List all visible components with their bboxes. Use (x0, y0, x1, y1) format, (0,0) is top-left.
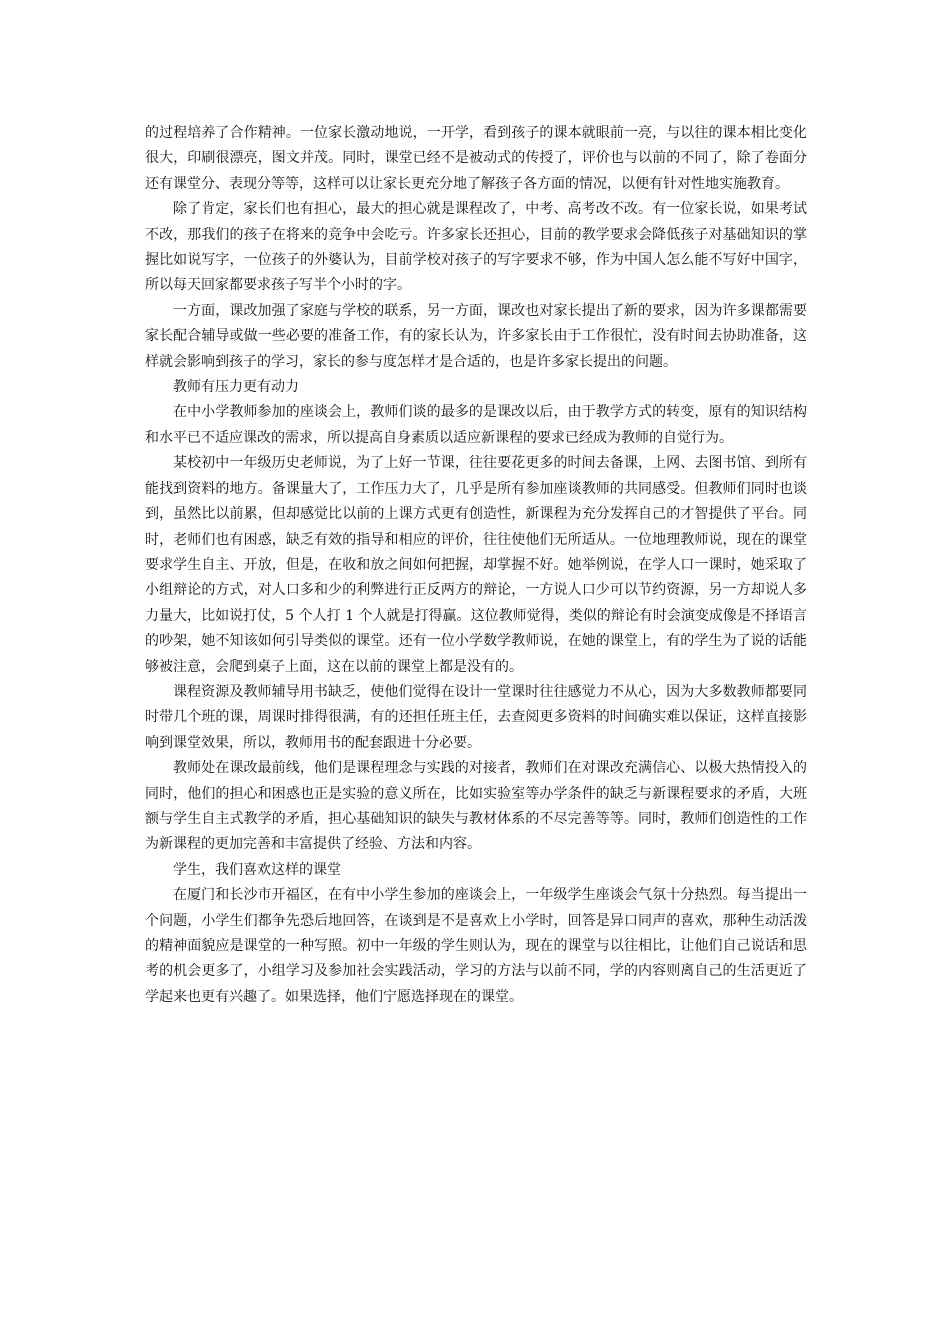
paragraph-3: 一方面，课改加强了家庭与学校的联系，另一方面，课改也对家长提出了新的要求，因为许多课都需要家长配合辅导或做一些必要的准备工作，有的家长认为，许多家长由于工作很忙，没有时间去协助准备，这样就会影响到孩子的学习，家长的参与度怎样才是合适的，也是许多家长提出的问题。 (145, 302, 807, 370)
paragraph-4: 在中小学教师参加的座谈会上，教师们谈的最多的是课改以后，由于教学方式的转变，原有的知识结构和水平已不适应课改的需求，所以提高自身素质以适应新课程的要求已经成为教师的自觉行为。 (145, 404, 807, 446)
paragraph-5: 某校初中一年级历史老师说，为了上好一节课，往往要花更多的时间去备课，上网、去图书馆、到所有能找到资料的地方。备课量大了，工作压力大了，几乎是所有参加座谈教师的共同感受。但教师们同时也谈到，虽然比以前累，但却感觉比以前的上课方式更有创造性，新课程为充分发挥自己的才智提供了平台。同时，老师们也有困惑，缺乏有效的指导和相应的评价，往往使他们无所适从。一位地理教师说，现在的课堂要求学生自主、开放，但是，在收和放之间如何把握，却掌握不好。她举例说，在学人口一课时，她采取了小组辩论的方式，对人口多和少的利弊进行正反两方的辩论，一方说人口少可以节约资源，另一方却说人多力量大，比如说打仗，5 个人打 1 个人就是打得赢。这位教师觉得，类似的辩论有时会演变成像是不择语言的吵架，她不知该如何引导类似的课堂。还有一位小学数学教师说，在她的课堂上，有的学生为了说的话能够被注意，会爬到桌子上面，这在以前的课堂上都是没有的。 (145, 455, 807, 675)
paragraph-1: 的过程培养了合作精神。一位家长激动地说，一开学，看到孩子的课本就眼前一亮，与以往的课本相比变化很大，印刷很漂亮，图文并茂。同时，课堂已经不是被动式的传授了，评价也与以前的不同了，除了卷面分还有课堂分、表现分等等，这样可以让家长更充分地了解孩子各方面的情况，以便有针对性地实施教育。 (145, 125, 807, 192)
paragraph-7: 教师处在课改最前线，他们是课程理念与实践的对接者，教师们在对课改充满信心、以极大热情投入的同时，他们的担心和困惑也正是实验的意义所在，比如实验室等办学条件的缺乏与新课程要求的矛盾，大班额与学生自主式教学的矛盾，担心基础知识的缺失与教材体系的不尽完善等等。同时，教师们创造性的工作为新课程的更加完善和丰富提供了经验、方法和内容。 (145, 760, 807, 853)
section-heading-students: 学生，我们喜欢这样的课堂 (173, 861, 341, 878)
document-page (145, 121, 807, 1010)
paragraph-8: 在厦门和长沙市开福区，在有中小学生参加的座谈会上，一年级学生座谈会气氛十分热烈。每当提出一个问题，小学生们都争先恐后地回答，在谈到是不是喜欢上小学时，回答是异口同声的喜欢，那种生动活泼的精神面貌应是课堂的一种写照。初中一年级的学生则认为，现在的课堂与以往相比，让他们自己说话和思考的机会更多了，小组学习及参加社会实践活动，学习的方法与以前不同，学的内容则离自己的生活更近了学起来也更有兴趣了。如果选择，他们宁愿选择现在的课堂。 (145, 887, 807, 1005)
section-heading-teachers: 教师有压力更有动力 (173, 379, 299, 396)
paragraph-6: 课程资源及教师辅导用书缺乏，使他们觉得在设计一堂课时往往感觉力不从心，因为大多数教师都要同时带几个班的课，周课时排得很满，有的还担任班主任，去查阅更多资料的时间确实难以保证，这样直接影响到课堂效果，所以，教师用书的配套跟进十分必要。 (145, 683, 807, 751)
paragraph-2: 除了肯定，家长们也有担心，最大的担心就是课程改了，中考、高考改不改。有一位家长说，如果考试不改，那我们的孩子在将来的竞争中会吃亏。许多家长还担心，目前的教学要求会降低孩子对基础知识的掌握比如说写字，一位孩子的外婆认为，目前学校对孩子的写字要求不够，作为中国人怎么能不写好中国字，所以每天回家都要求孩子写半个小时的字。 (145, 201, 807, 294)
